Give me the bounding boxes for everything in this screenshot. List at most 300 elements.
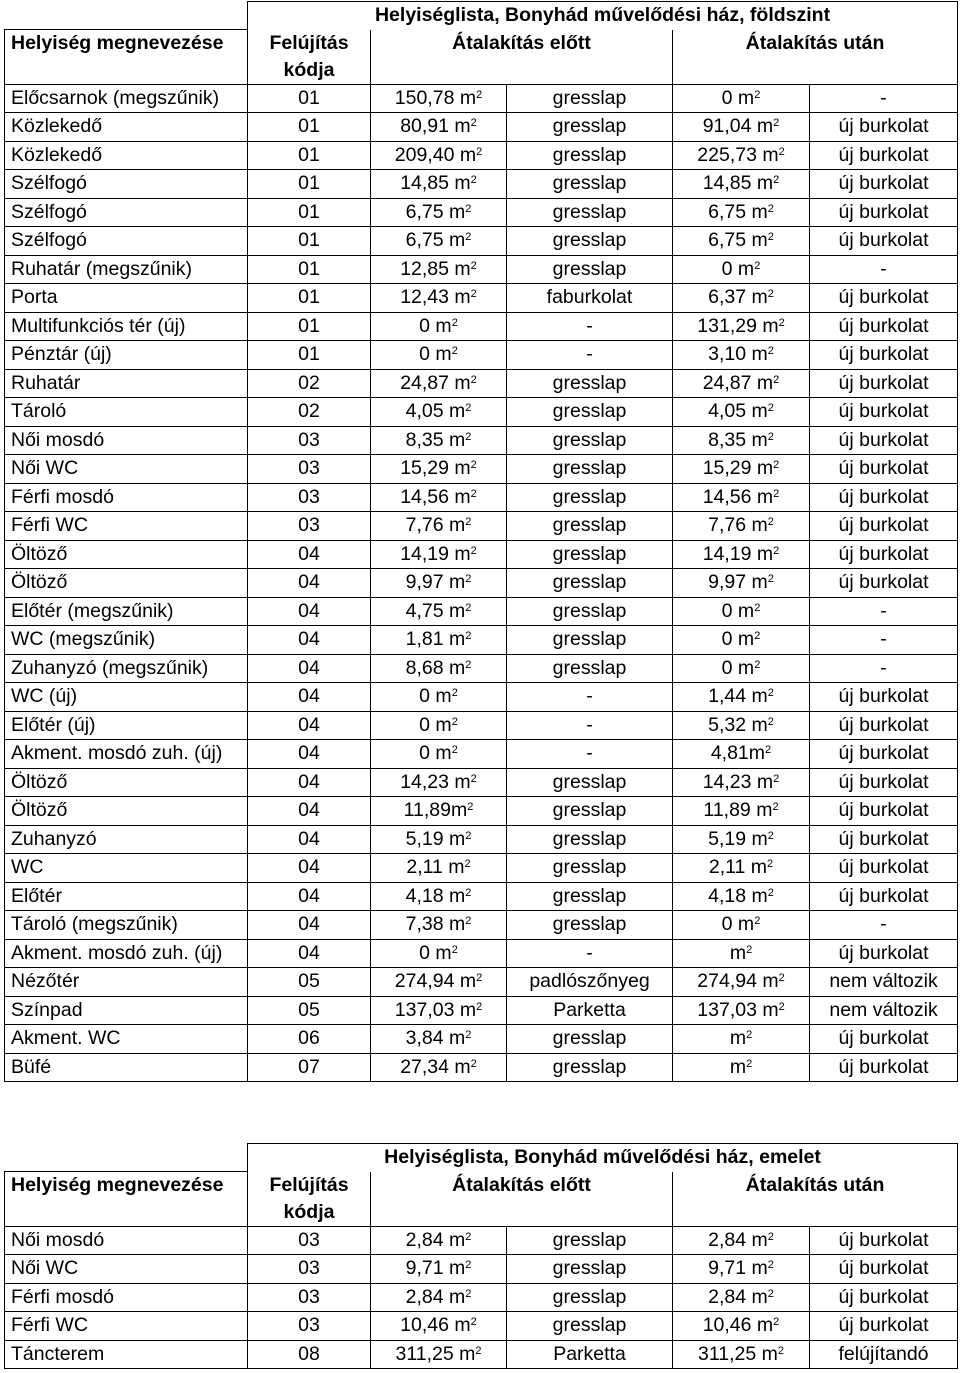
flooring-after-cell: új burkolat xyxy=(810,455,958,484)
area-after-cell: 6,75 $m^2$ xyxy=(673,198,810,227)
flooring-after-cell: új burkolat xyxy=(810,312,958,341)
unit-exponent: 2 xyxy=(470,117,477,129)
unit-exponent: 2 xyxy=(773,1316,780,1328)
renovation-code-cell: 01 xyxy=(248,141,371,170)
table-row xyxy=(5,113,958,142)
unit-exponent: 2 xyxy=(465,630,472,642)
area-before-cell: 4,05 $m^2$ xyxy=(371,398,507,427)
unit-exponent: 2 xyxy=(451,943,458,956)
flooring-before-cell: Parketta xyxy=(507,996,673,1025)
renovation-code-cell: 03 xyxy=(248,512,371,541)
unit-exponent: 2 xyxy=(465,430,472,443)
unit-exponent: 2 xyxy=(754,259,761,272)
renovation-code-cell: 04 xyxy=(248,683,371,712)
flooring-before-cell: gresslap xyxy=(507,141,673,170)
room-name-cell: Női mosdó xyxy=(5,1226,248,1255)
area-after-cell: 0 $m^2$ xyxy=(673,654,810,683)
flooring-after-cell: új burkolat xyxy=(810,426,958,455)
room-name-cell: Közlekedő xyxy=(5,141,248,170)
table-row xyxy=(5,141,958,170)
area-before-cell: 0 $m^2$ xyxy=(371,939,507,968)
room-name-cell: Előtér xyxy=(5,882,248,911)
flooring-before-cell: gresslap xyxy=(507,654,673,683)
area-after-cell: 225,73 $m^2$ xyxy=(673,141,810,170)
flooring-before-cell: gresslap xyxy=(507,170,673,199)
flooring-before-cell: - xyxy=(507,341,673,370)
room-name-cell: Akment. mosdó zuh. (új) xyxy=(5,740,248,769)
area-after-cell: 6,75 $m^2$ xyxy=(673,227,810,256)
flooring-after-cell: - xyxy=(810,597,958,626)
area-before-cell: 274,94 $m^2$ xyxy=(371,968,507,997)
room-name-cell: Előcsarnok (megszűnik) xyxy=(5,84,248,113)
table-row xyxy=(5,455,958,484)
table-row xyxy=(5,369,958,398)
room-name-cell: Ruhatár (megszűnik) xyxy=(5,255,248,284)
unit-exponent: 2 xyxy=(470,373,477,386)
room-name-cell: Zuhanyzó (megszűnik) xyxy=(5,654,248,683)
area-after-cell: 14,19 $m^2$ xyxy=(673,540,810,569)
area-before-cell: 2,84 $m^2$ xyxy=(371,1226,507,1255)
unit-exponent: 2 xyxy=(470,544,477,557)
area-before-cell: 5,19 $m^2$ xyxy=(371,825,507,854)
area-after-cell: 14,85 $m^2$ xyxy=(673,170,810,199)
room-name-cell: Szélfogó xyxy=(5,170,248,199)
area-before-cell: 4,75 $m^2$ xyxy=(371,597,507,626)
area-before-cell: 24,87 $m^2$ xyxy=(371,369,507,398)
room-name-cell: WC (megszűnik) xyxy=(5,626,248,655)
title-row xyxy=(5,2,958,30)
area-after-cell: $m^2$ xyxy=(673,1025,810,1054)
room-name-cell: Táncterem xyxy=(5,1340,248,1369)
area-before-cell: 0 $m^2$ xyxy=(371,312,507,341)
area-after-cell: 4,05 $m^2$ xyxy=(673,398,810,427)
area-before-cell: 6,75 $m^2$ xyxy=(371,227,507,256)
table-row xyxy=(5,683,958,712)
unit-exponent: 2 xyxy=(465,915,472,927)
room-name-cell: Színpad xyxy=(5,996,248,1025)
table-row xyxy=(5,398,958,427)
unit-exponent: 2 xyxy=(754,658,761,671)
area-after-cell: 311,25 $m^2$ xyxy=(673,1340,810,1369)
flooring-after-cell: új burkolat xyxy=(810,113,958,142)
flooring-after-cell: nem változik xyxy=(810,996,958,1025)
room-list-table-upper-floor xyxy=(4,1143,958,1369)
flooring-before-cell: - xyxy=(507,711,673,740)
area-after-cell: 5,19 $m^2$ xyxy=(673,825,810,854)
area-before-cell: 137,03 $m^2$ xyxy=(371,996,507,1025)
unit-exponent: 2 xyxy=(754,630,761,642)
table-row xyxy=(5,825,958,854)
unit-exponent: 2 xyxy=(767,715,774,728)
area-before-cell: $11,89m^2$ xyxy=(371,797,507,826)
flooring-before-cell: gresslap xyxy=(507,369,673,398)
renovation-code-cell: 04 xyxy=(248,768,371,797)
flooring-after-cell: - xyxy=(810,84,958,113)
renovation-code-cell: 05 xyxy=(248,968,371,997)
renovation-code-cell: 07 xyxy=(248,1053,371,1082)
area-before-cell: 10,46 $m^2$ xyxy=(371,1312,507,1341)
renovation-code-cell: 04 xyxy=(248,540,371,569)
flooring-after-cell: új burkolat xyxy=(810,1025,958,1054)
title-spacer-cell xyxy=(5,1144,248,1172)
flooring-after-cell: új burkolat xyxy=(810,569,958,598)
renovation-code-cell: 02 xyxy=(248,398,371,427)
area-before-cell: 311,25 $m^2$ xyxy=(371,1340,507,1369)
area-before-cell: 12,43 $m^2$ xyxy=(371,284,507,313)
flooring-after-cell: új burkolat xyxy=(810,341,958,370)
unit-exponent: 2 xyxy=(767,829,774,842)
area-after-cell: 14,56 $m^2$ xyxy=(673,483,810,512)
area-before-cell: 14,56 $m^2$ xyxy=(371,483,507,512)
renovation-code-cell: 03 xyxy=(248,1255,371,1284)
area-after-cell: 15,29 $m^2$ xyxy=(673,455,810,484)
room-name-cell: Női WC xyxy=(5,1255,248,1284)
table-row xyxy=(5,341,958,370)
room-name-cell: Férfi WC xyxy=(5,512,248,541)
unit-exponent: 2 xyxy=(767,231,774,243)
unit-exponent: 2 xyxy=(470,772,477,785)
unit-exponent: 2 xyxy=(754,601,761,614)
flooring-before-cell: gresslap xyxy=(507,227,673,256)
unit-exponent: 2 xyxy=(475,1344,482,1357)
flooring-before-cell: - xyxy=(507,740,673,769)
renovation-code-cell: 03 xyxy=(248,483,371,512)
renovation-code-cell: 01 xyxy=(248,255,371,284)
room-name-cell: Előtér (megszűnik) xyxy=(5,597,248,626)
area-before-cell: 7,76 $m^2$ xyxy=(371,512,507,541)
area-after-cell: $m^2$ xyxy=(673,1053,810,1082)
table-title: Helyiséglista, Bonyhád művelődési ház, emelet xyxy=(248,1144,958,1172)
unit-exponent: 2 xyxy=(465,516,472,528)
table-row xyxy=(5,740,958,769)
area-after-cell: 2,84 $m^2$ xyxy=(673,1283,810,1312)
area-before-cell: 6,75 $m^2$ xyxy=(371,198,507,227)
unit-exponent: 2 xyxy=(777,1344,784,1357)
flooring-before-cell: gresslap xyxy=(507,1255,673,1284)
column-header-before: Átalakítás előtt xyxy=(371,1172,673,1227)
flooring-after-cell: - xyxy=(810,255,958,284)
area-after-cell: 5,32 $m^2$ xyxy=(673,711,810,740)
renovation-code-cell: 03 xyxy=(248,426,371,455)
table-row xyxy=(5,1255,958,1284)
room-name-cell: Férfi mosdó xyxy=(5,483,248,512)
table-row xyxy=(5,84,958,113)
renovation-code-cell: 01 xyxy=(248,341,371,370)
flooring-after-cell: új burkolat xyxy=(810,882,958,911)
flooring-before-cell: gresslap xyxy=(507,597,673,626)
table-row xyxy=(5,882,958,911)
room-name-cell: Porta xyxy=(5,284,248,313)
area-after-cell: 6,37 $m^2$ xyxy=(673,284,810,313)
flooring-before-cell: gresslap xyxy=(507,455,673,484)
renovation-code-cell: 02 xyxy=(248,369,371,398)
area-after-cell: 2,84 $m^2$ xyxy=(673,1226,810,1255)
unit-exponent: 2 xyxy=(465,202,472,215)
unit-exponent: 2 xyxy=(767,1287,774,1300)
flooring-before-cell: gresslap xyxy=(507,255,673,284)
unit-exponent: 2 xyxy=(767,573,774,585)
table-row xyxy=(5,854,958,883)
area-after-cell: 137,03 $m^2$ xyxy=(673,996,810,1025)
table-row xyxy=(5,512,958,541)
table-row xyxy=(5,911,958,940)
table-row xyxy=(5,1053,958,1082)
flooring-after-cell: új burkolat xyxy=(810,1053,958,1082)
unit-exponent: 2 xyxy=(464,858,471,870)
renovation-code-cell: 04 xyxy=(248,911,371,940)
flooring-before-cell: gresslap xyxy=(507,797,673,826)
area-after-cell: 0 $m^2$ xyxy=(673,626,810,655)
flooring-after-cell: új burkolat xyxy=(810,939,958,968)
unit-exponent: 2 xyxy=(465,231,472,243)
table-title: Helyiséglista, Bonyhád művelődési ház, földszint xyxy=(248,2,958,30)
area-before-cell: 2,11 $m^2$ xyxy=(371,854,507,883)
renovation-code-cell: 04 xyxy=(248,797,371,826)
renovation-code-cell: 08 xyxy=(248,1340,371,1369)
unit-exponent: 2 xyxy=(767,886,774,899)
flooring-before-cell: gresslap xyxy=(507,540,673,569)
area-after-cell: 8,35 $m^2$ xyxy=(673,426,810,455)
unit-exponent: 2 xyxy=(767,687,774,699)
flooring-before-cell: gresslap xyxy=(507,198,673,227)
flooring-after-cell: új burkolat xyxy=(810,540,958,569)
area-before-cell: 3,84 $m^2$ xyxy=(371,1025,507,1054)
unit-exponent: 2 xyxy=(772,801,779,813)
flooring-after-cell: - xyxy=(810,626,958,655)
unit-exponent: 2 xyxy=(465,601,472,614)
flooring-after-cell: új burkolat xyxy=(810,1226,958,1255)
area-after-cell: $4,81m^2$ xyxy=(673,740,810,769)
flooring-after-cell: új burkolat xyxy=(810,483,958,512)
flooring-before-cell: gresslap xyxy=(507,854,673,883)
flooring-before-cell: gresslap xyxy=(507,512,673,541)
table-row xyxy=(5,198,958,227)
area-before-cell: 8,35 $m^2$ xyxy=(371,426,507,455)
area-before-cell: 2,84 $m^2$ xyxy=(371,1283,507,1312)
room-name-cell: Közlekedő xyxy=(5,113,248,142)
table-row xyxy=(5,626,958,655)
room-name-cell: Tároló xyxy=(5,398,248,427)
room-list-table-ground-floor xyxy=(4,1,958,1082)
area-after-cell: 4,18 $m^2$ xyxy=(673,882,810,911)
room-name-cell: Női WC xyxy=(5,455,248,484)
room-name-cell: Női mosdó xyxy=(5,426,248,455)
flooring-after-cell: új burkolat xyxy=(810,768,958,797)
area-before-cell: 0 $m^2$ xyxy=(371,740,507,769)
area-before-cell: 8,68 $m^2$ xyxy=(371,654,507,683)
room-name-cell: Öltöző xyxy=(5,797,248,826)
area-after-cell: 24,87 $m^2$ xyxy=(673,369,810,398)
area-after-cell: 9,97 $m^2$ xyxy=(673,569,810,598)
flooring-before-cell: gresslap xyxy=(507,84,673,113)
table-row xyxy=(5,1025,958,1054)
area-before-cell: 80,91 $m^2$ xyxy=(371,113,507,142)
area-before-cell: 14,23 $m^2$ xyxy=(371,768,507,797)
table-row xyxy=(5,312,958,341)
column-header-code xyxy=(248,1172,371,1227)
flooring-after-cell: felújítandó xyxy=(810,1340,958,1369)
unit-exponent: 2 xyxy=(476,88,483,101)
renovation-code-cell: 01 xyxy=(248,113,371,142)
unit-exponent: 2 xyxy=(767,1259,774,1271)
unit-exponent: 2 xyxy=(773,174,780,186)
renovation-code-cell: 04 xyxy=(248,882,371,911)
area-after-cell: 3,10 $m^2$ xyxy=(673,341,810,370)
unit-exponent: 2 xyxy=(773,459,780,471)
renovation-code-cell: 01 xyxy=(248,312,371,341)
unit-exponent: 2 xyxy=(470,174,477,186)
renovation-code-cell: 01 xyxy=(248,227,371,256)
area-before-cell: 14,19 $m^2$ xyxy=(371,540,507,569)
renovation-code-cell: 04 xyxy=(248,626,371,655)
column-header-name: Helyiség megnevezése xyxy=(5,1172,248,1227)
unit-exponent: 2 xyxy=(746,943,753,956)
flooring-before-cell: gresslap xyxy=(507,113,673,142)
flooring-after-cell: új burkolat xyxy=(810,398,958,427)
column-header-name: Helyiség megnevezése xyxy=(5,30,248,85)
renovation-code-cell: 04 xyxy=(248,569,371,598)
flooring-after-cell: új burkolat xyxy=(810,797,958,826)
area-after-cell: $m^2$ xyxy=(673,939,810,968)
column-header-after: Átalakítás után xyxy=(673,1172,958,1227)
table-row xyxy=(5,768,958,797)
area-before-cell: 1,81 $m^2$ xyxy=(371,626,507,655)
flooring-after-cell: új burkolat xyxy=(810,1255,958,1284)
area-before-cell: 12,85 $m^2$ xyxy=(371,255,507,284)
flooring-after-cell: új burkolat xyxy=(810,854,958,883)
flooring-after-cell: új burkolat xyxy=(810,740,958,769)
area-after-cell: 0 $m^2$ xyxy=(673,84,810,113)
flooring-before-cell: gresslap xyxy=(507,1025,673,1054)
area-before-cell: 27,34 $m^2$ xyxy=(371,1053,507,1082)
area-after-cell: 9,71 $m^2$ xyxy=(673,1255,810,1284)
unit-exponent: 2 xyxy=(465,829,472,842)
flooring-before-cell: gresslap xyxy=(507,569,673,598)
flooring-before-cell: Parketta xyxy=(507,1340,673,1369)
room-name-cell: Előtér (új) xyxy=(5,711,248,740)
area-after-cell: 274,94 $m^2$ xyxy=(673,968,810,997)
flooring-after-cell: új burkolat xyxy=(810,284,958,313)
table-row xyxy=(5,284,958,313)
table-row xyxy=(5,1226,958,1255)
renovation-code-cell: 01 xyxy=(248,198,371,227)
table-row xyxy=(5,483,958,512)
unit-exponent: 2 xyxy=(767,858,774,870)
room-name-cell: Akment. WC xyxy=(5,1025,248,1054)
flooring-after-cell: új burkolat xyxy=(810,683,958,712)
area-after-cell: 2,11 $m^2$ xyxy=(673,854,810,883)
title-row xyxy=(5,1144,958,1172)
unit-exponent: 2 xyxy=(778,316,785,329)
unit-exponent: 2 xyxy=(778,145,785,158)
area-after-cell: 7,76 $m^2$ xyxy=(673,512,810,541)
table-row xyxy=(5,227,958,256)
flooring-before-cell: gresslap xyxy=(507,911,673,940)
flooring-before-cell: gresslap xyxy=(507,825,673,854)
unit-exponent: 2 xyxy=(470,487,477,500)
flooring-before-cell: gresslap xyxy=(507,626,673,655)
title-spacer-cell xyxy=(5,2,248,30)
renovation-code-cell: 05 xyxy=(248,996,371,1025)
unit-exponent: 2 xyxy=(465,886,472,899)
flooring-before-cell: padlószőnyeg xyxy=(507,968,673,997)
room-name-cell: Nézőtér xyxy=(5,968,248,997)
area-after-cell: 10,46 $m^2$ xyxy=(673,1312,810,1341)
renovation-code-cell: 04 xyxy=(248,597,371,626)
unit-exponent: 2 xyxy=(470,1057,477,1070)
unit-exponent: 2 xyxy=(465,1287,472,1300)
column-header-code-line2: kódja xyxy=(283,1200,335,1223)
renovation-code-cell: 04 xyxy=(248,939,371,968)
flooring-before-cell: gresslap xyxy=(507,483,673,512)
area-after-cell: 0 $m^2$ xyxy=(673,597,810,626)
flooring-before-cell: gresslap xyxy=(507,768,673,797)
table-row xyxy=(5,996,958,1025)
table-row xyxy=(5,654,958,683)
renovation-code-cell: 03 xyxy=(248,1283,371,1312)
unit-exponent: 2 xyxy=(767,288,774,300)
unit-exponent: 2 xyxy=(778,1000,785,1013)
table-row xyxy=(5,939,958,968)
flooring-after-cell: - xyxy=(810,654,958,683)
area-after-cell: 91,04 $m^2$ xyxy=(673,113,810,142)
unit-exponent: 2 xyxy=(773,373,780,386)
flooring-before-cell: gresslap xyxy=(507,1226,673,1255)
room-name-cell: Multifunkciós tér (új) xyxy=(5,312,248,341)
unit-exponent: 2 xyxy=(773,772,780,785)
unit-exponent: 2 xyxy=(765,744,772,756)
unit-exponent: 2 xyxy=(470,288,477,300)
renovation-code-cell: 01 xyxy=(248,284,371,313)
renovation-code-cell: 04 xyxy=(248,854,371,883)
unit-exponent: 2 xyxy=(746,1029,753,1041)
flooring-after-cell: új burkolat xyxy=(810,227,958,256)
table-row xyxy=(5,711,958,740)
flooring-before-cell: gresslap xyxy=(507,1283,673,1312)
table-row xyxy=(5,968,958,997)
renovation-code-cell: 03 xyxy=(248,1226,371,1255)
unit-exponent: 2 xyxy=(754,88,761,101)
area-before-cell: 9,97 $m^2$ xyxy=(371,569,507,598)
table-row xyxy=(5,170,958,199)
room-name-cell: Ruhatár xyxy=(5,369,248,398)
flooring-after-cell: új burkolat xyxy=(810,1312,958,1341)
room-name-cell: Öltöző xyxy=(5,540,248,569)
unit-exponent: 2 xyxy=(467,801,474,813)
area-after-cell: 14,23 $m^2$ xyxy=(673,768,810,797)
column-header-code-line2: kódja xyxy=(283,58,335,81)
unit-exponent: 2 xyxy=(767,516,774,528)
unit-exponent: 2 xyxy=(476,145,483,158)
flooring-after-cell: új burkolat xyxy=(810,711,958,740)
column-header-after: Átalakítás után xyxy=(673,30,958,85)
unit-exponent: 2 xyxy=(451,744,458,756)
table-row xyxy=(5,569,958,598)
unit-exponent: 2 xyxy=(767,1230,774,1243)
unit-exponent: 2 xyxy=(470,459,477,471)
renovation-code-cell: 03 xyxy=(248,1312,371,1341)
area-before-cell: 4,18 $m^2$ xyxy=(371,882,507,911)
unit-exponent: 2 xyxy=(754,915,761,927)
renovation-code-cell: 04 xyxy=(248,740,371,769)
flooring-after-cell: új burkolat xyxy=(810,198,958,227)
column-header-code-line1: Felújítás xyxy=(269,1173,349,1196)
room-name-cell: Pénztár (új) xyxy=(5,341,248,370)
flooring-after-cell: nem változik xyxy=(810,968,958,997)
unit-exponent: 2 xyxy=(465,658,472,671)
unit-exponent: 2 xyxy=(773,487,780,500)
renovation-code-cell: 06 xyxy=(248,1025,371,1054)
